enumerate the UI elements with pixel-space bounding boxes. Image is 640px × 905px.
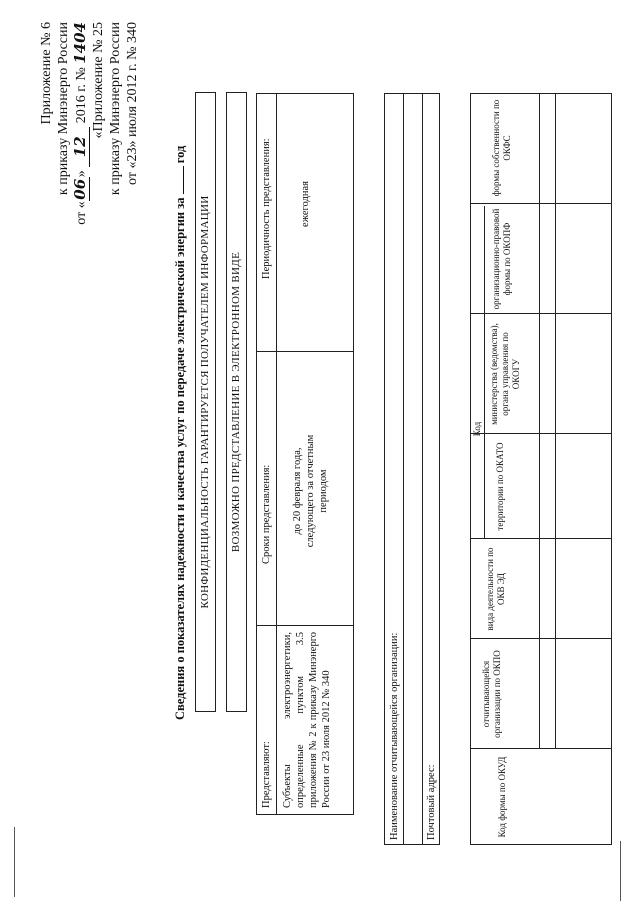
okud-label: Код формы по ОКУД [497, 756, 507, 838]
org-info-table [384, 93, 440, 845]
deadline-text: до 20 февраля года, следующего за отчетным периодом [292, 434, 329, 548]
handwritten-number: 1404 [71, 22, 89, 64]
electronic-banner: ВОЗМОЖНО ПРЕДСТАВЛЕНИЕ В ЭЛЕКТРОННОМ ВИДЕ [226, 92, 247, 712]
col-okfs: формы собственности по ОКФС [491, 99, 512, 197]
submission-table [256, 93, 354, 815]
header-periodicity: Периодичность представления: [261, 138, 272, 279]
col-okved: вида деятельности по ОКВ ЭД [485, 547, 506, 631]
periodicity-text: ежегодная [300, 181, 311, 227]
col-okato: территории по ОКАТО [495, 442, 505, 531]
scan-edge-mark [620, 841, 621, 901]
order-line: к приказу Минэнерго России [56, 22, 71, 196]
org-name-label: Наименование отчитывающейся организации: [389, 632, 400, 840]
ref-order: к приказу Минэнерго России [108, 22, 123, 196]
order-date-line: от «06» 12 2016 г. № 1404 [71, 22, 89, 225]
kod-label: Код [472, 421, 482, 437]
appendix-header [38, 22, 141, 352]
ref-appendix: «Приложение № 25 [91, 22, 106, 139]
handwritten-month: 12 [72, 127, 90, 167]
form-title: Сведения о показателях надежности и качества услуг по передаче электрической энергии за год [173, 145, 187, 720]
col-okopf: организационно-правовой формы по ОКОПФ [491, 208, 512, 310]
ref-date: от «23» июля 2012 г. № 340 [125, 22, 140, 185]
col-okogu: министерства (ведомства), органа управления по ОКОГУ [489, 323, 521, 425]
appendix-number: Приложение № 6 [39, 22, 54, 125]
scan-edge-mark [14, 827, 15, 897]
submitters-text: Субъекты электроэнергетики, определенные пунктом 3.5 приложения № 2 к приказу Минэнерго России от 23 июля 2012 № 340 [282, 632, 332, 808]
postal-address-label: Почтовый адрес: [426, 764, 437, 840]
col-okpo: отчитывающейся организации по ОКПО [481, 650, 502, 738]
handwritten-day: 06 [71, 178, 89, 200]
codes-table [470, 93, 612, 845]
header-submitters: Представляют: [261, 741, 272, 808]
confidential-banner: КОНФИДЕНЦИАЛЬНОСТЬ ГАРАНТИРУЕТСЯ ПОЛУЧАТЕЛЕМ ИНФОРМАЦИИ [195, 92, 216, 712]
header-deadline: Сроки представления: [261, 464, 272, 564]
